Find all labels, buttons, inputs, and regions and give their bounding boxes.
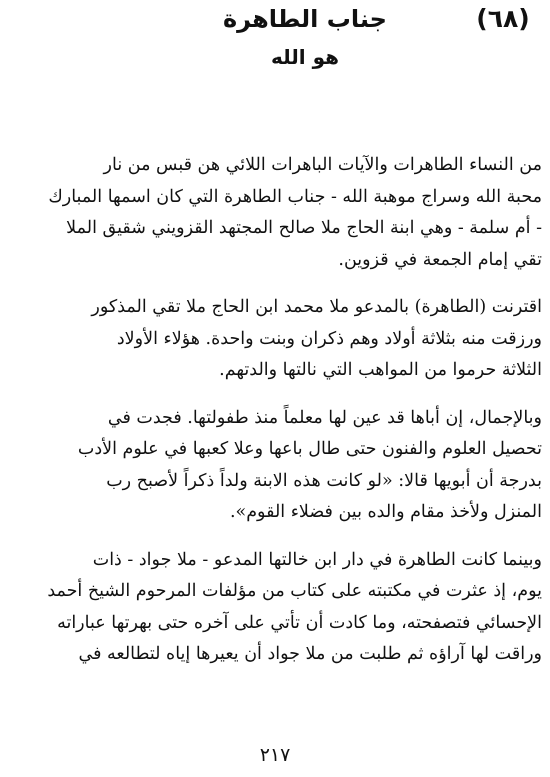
section-title: جناب الطاهرة xyxy=(223,5,387,33)
text-line: محبة الله وسراج موهبة الله - جناب الطاهرة التي كان اسمها المبارك xyxy=(48,186,542,207)
text-line: يوم، إذ عثرت في مكتبته على كتاب من مؤلفات المرحوم الشيخ أحمد xyxy=(47,581,542,601)
text-line: وبينما كانت الطاهرة في دار ابن خالتها المدعو - ملا جواد - ذات xyxy=(92,549,542,570)
text-line: الإحسائي فتصفحته، وما كادت أن تأتي على آخره حتى بهرتها عباراته xyxy=(57,612,542,633)
page-number: ٢١٧ xyxy=(259,744,291,766)
body-text xyxy=(8,150,542,671)
paragraph-4 xyxy=(8,545,542,671)
text-line: - أم سلمة - وهي ابنة الحاج ملا صالح المجتهد القزويني شقيق الملا xyxy=(66,218,542,238)
text-line: الثلاثة حرموا من المواهب التي نالتها والدتهم. xyxy=(219,360,542,380)
paragraph-1 xyxy=(8,150,542,276)
text-line: تقي إمام الجمعة في قزوين. xyxy=(338,249,542,270)
text-line: اقترنت (الطاهرة) بالمدعو ملا محمد ابن الحاج ملا تقي المذكور xyxy=(91,297,542,317)
paragraph-2 xyxy=(8,292,542,387)
text-line: ورزقت منه بثلاثة أولاد وهم ذكران وبنت واحدة. هؤلاء الأولاد xyxy=(116,328,542,349)
text-line: وراقت لها آراؤه ثم طلبت من ملا جواد أن يعيرها إياه لتطالعه في xyxy=(78,644,542,664)
text-line: من النساء الطاهرات والآيات الباهرات اللائي هن قبس من نار xyxy=(103,155,542,175)
text-line: وبالإجمال، إن أباها قد عين لها معلماً منذ طفولتها. فجدت في xyxy=(107,407,542,428)
text-line: تحصيل العلوم والفنون حتى طال باعها وعلا كعبها في علوم الأدب xyxy=(77,439,542,459)
paragraph-3 xyxy=(8,403,542,529)
text-line: المنزل ولأخذ مقام والده بين فضلاء القوم». xyxy=(229,502,542,522)
text-line: بدرجة أن أبويها قالا: «لو كانت هذه الابنة ولداً ذكراً لأصبح رب xyxy=(106,470,542,491)
invocation-heading: هو الله xyxy=(270,45,340,69)
section-number: (٦٨) xyxy=(476,4,530,33)
